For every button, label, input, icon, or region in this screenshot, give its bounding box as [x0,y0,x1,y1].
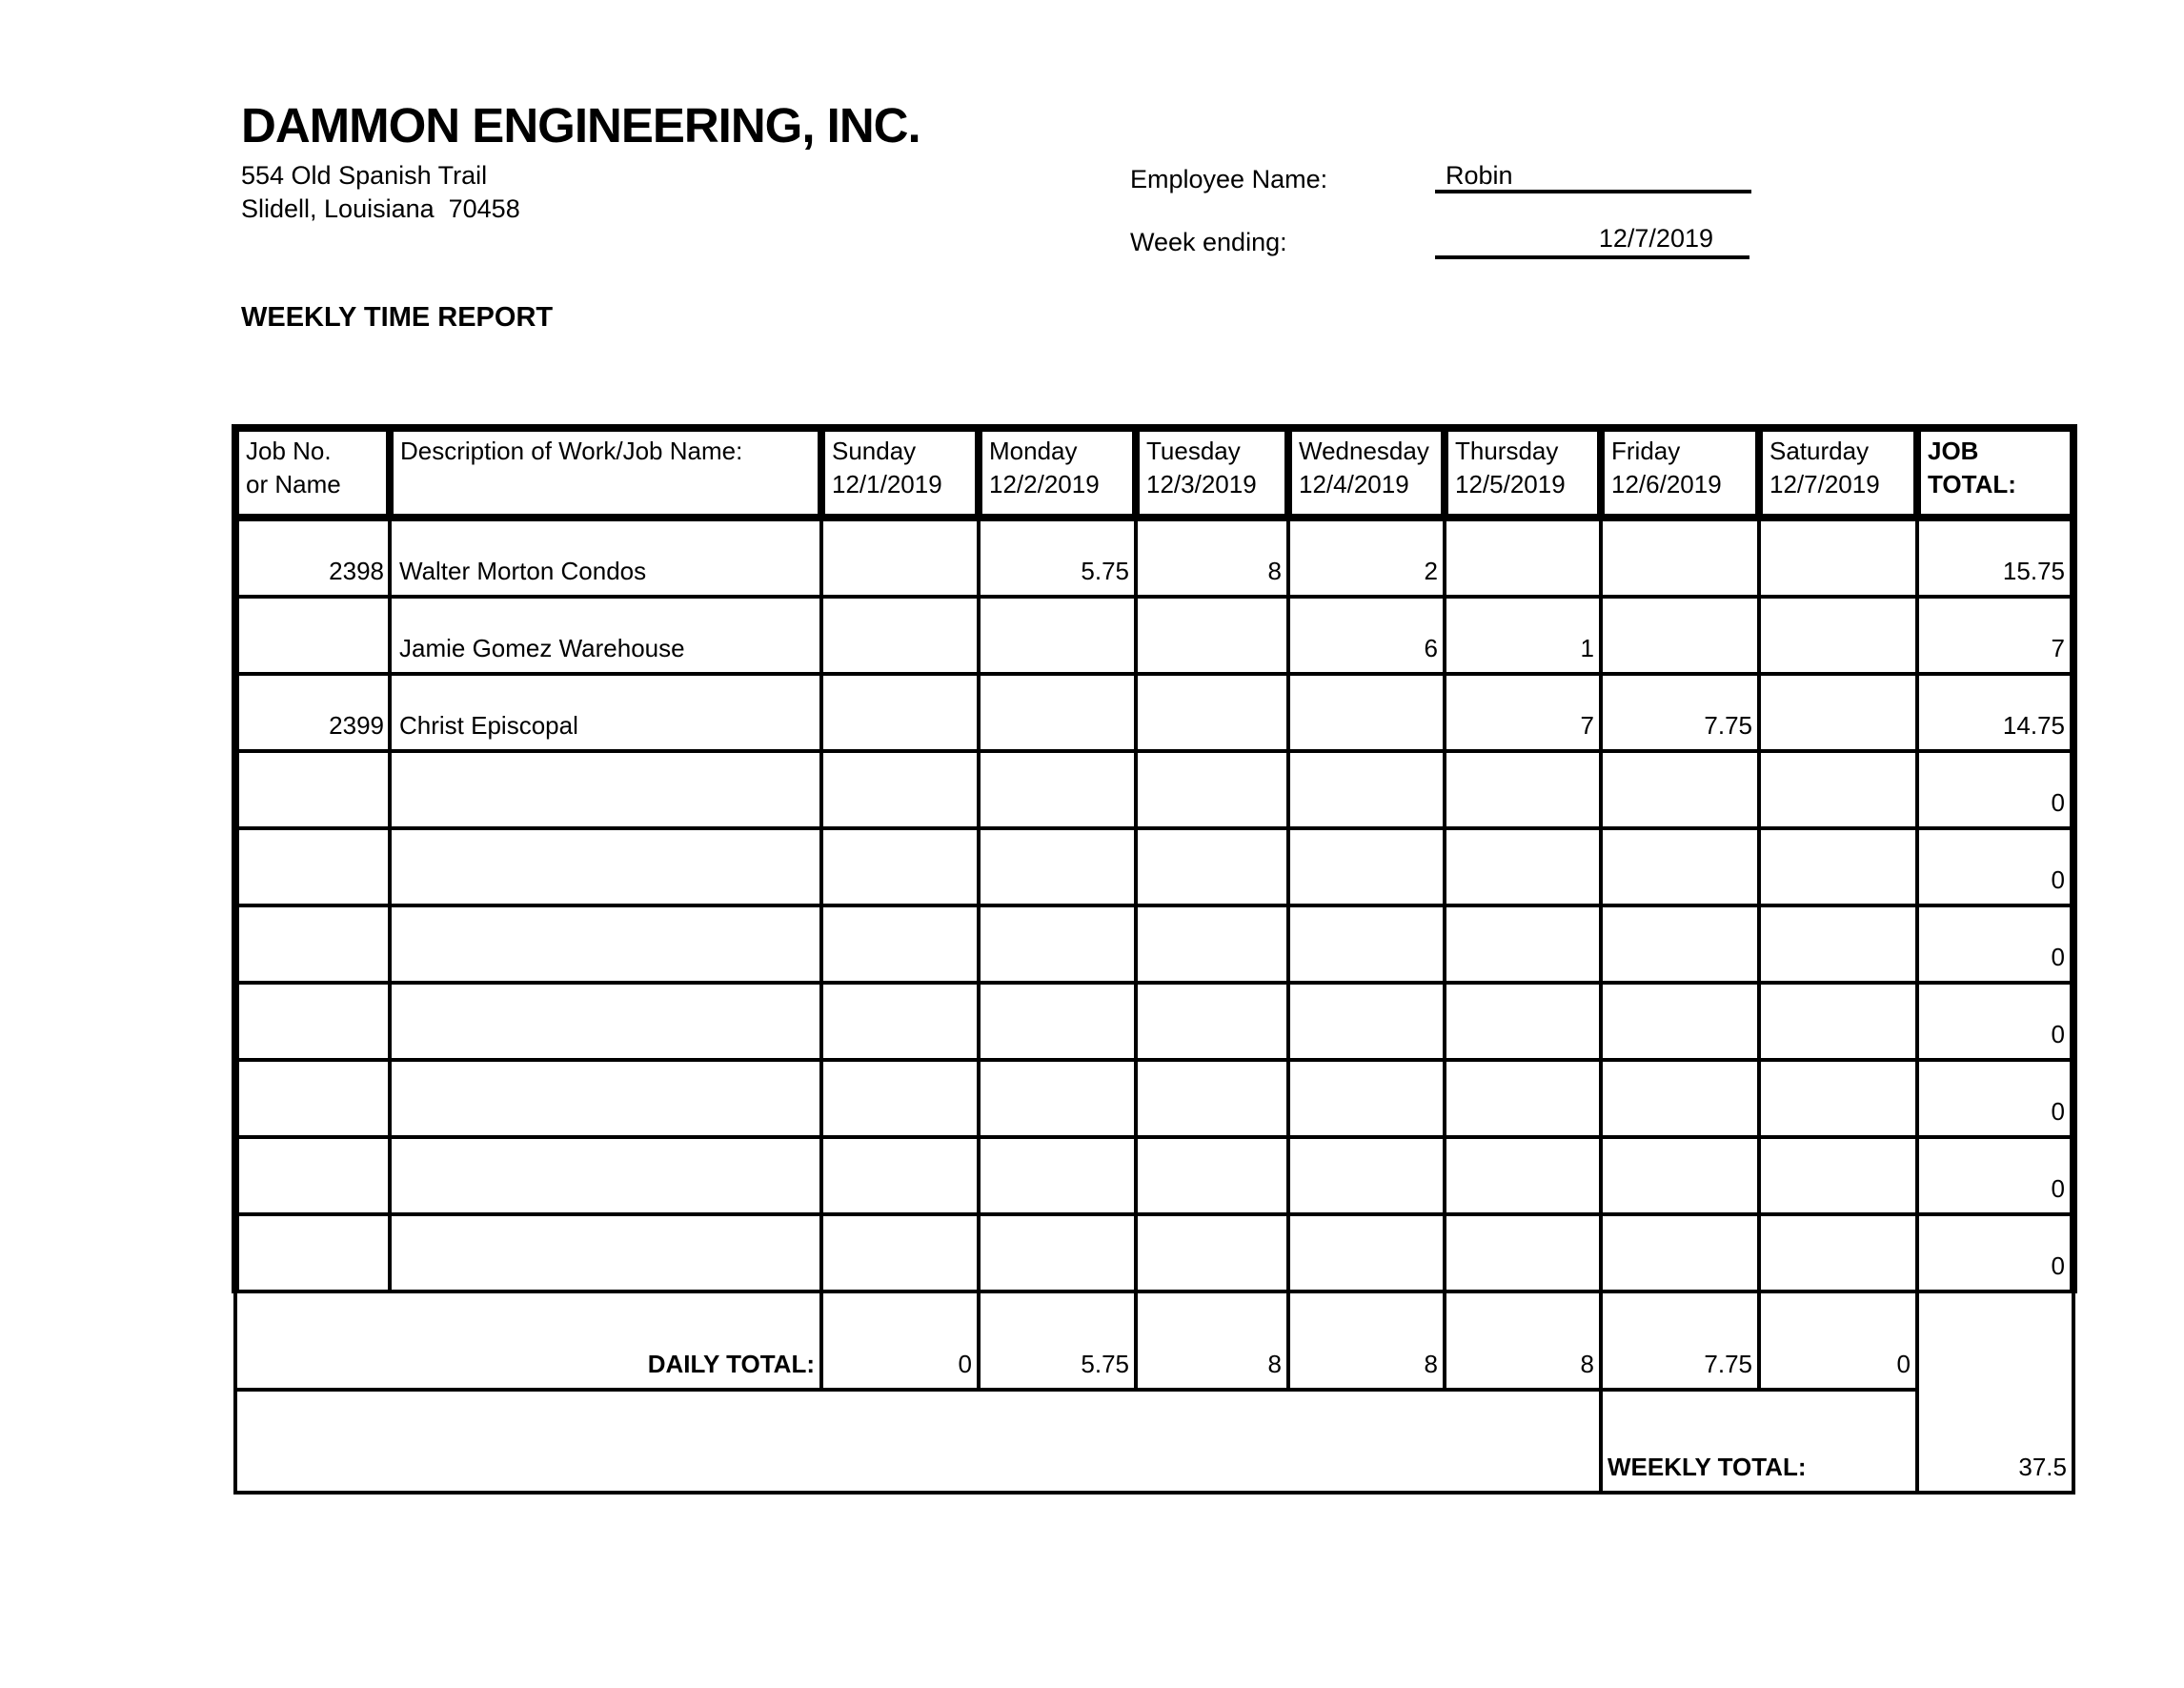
day-date: 12/2/2019 [989,470,1100,498]
day-hours-cell-1 [979,828,1136,905]
header-job-no-line2: or Name [246,470,341,498]
day-hours-cell-0 [821,828,979,905]
day-hours-cell-3: 2 [1288,518,1445,597]
company-address-line2: Slidell, Louisiana 70458 [241,194,520,223]
day-hours-cell-3 [1288,1060,1445,1137]
day-hours-cell-3 [1288,983,1445,1060]
header-day-sunday [821,428,979,518]
job-no-cell: 2399 [235,674,390,751]
employee-name-underline [1435,190,1751,193]
day-hours-cell-4: 1 [1445,597,1601,674]
job-row-10 [235,1214,2073,1291]
job-no-cell [235,983,390,1060]
day-hours-cell-6 [1759,597,1917,674]
header-day-tuesday [1136,428,1288,518]
job-row-3 [235,674,2073,751]
day-name: Sunday [832,437,917,465]
company-name: DAMMON ENGINEERING, INC. [241,98,920,153]
job-total-cell: 0 [1917,905,2073,983]
day-hours-cell-0 [821,674,979,751]
job-row-5 [235,828,2073,905]
day-hours-cell-5: 7.75 [1601,674,1759,751]
day-hours-cell-1 [979,905,1136,983]
day-hours-cell-3: 6 [1288,597,1445,674]
day-hours-cell-4 [1445,751,1601,828]
job-no-cell [235,1137,390,1214]
day-hours-cell-4 [1445,828,1601,905]
job-total-cell: 0 [1917,828,2073,905]
job-row-7 [235,983,2073,1060]
week-ending-value: 12/7/2019 [1598,224,1713,253]
day-hours-cell-5 [1601,1060,1759,1137]
day-hours-cell-5 [1601,905,1759,983]
daily-total-label: DAILY TOTAL: [235,1291,821,1390]
job-total-cell: 0 [1917,1060,2073,1137]
day-hours-cell-5 [1601,1137,1759,1214]
day-name: Friday [1611,437,1681,465]
report-title: WEEKLY TIME REPORT [241,302,554,333]
header-day-saturday [1759,428,1917,518]
day-hours-cell-4 [1445,983,1601,1060]
day-date: 12/7/2019 [1769,470,1880,498]
day-hours-cell-2 [1136,597,1288,674]
company-address-line1: 554 Old Spanish Trail [241,161,488,190]
header-job-no [235,428,390,518]
day-hours-cell-2: 8 [1136,518,1288,597]
day-hours-cell-6 [1759,751,1917,828]
job-total-cell: 7 [1917,597,2073,674]
header-description: Description of Work/Job Name: [390,428,821,518]
day-hours-cell-1: 5.75 [979,518,1136,597]
daily-total-friday: 7.75 [1601,1291,1759,1390]
job-total-cell: 0 [1917,1214,2073,1291]
day-hours-cell-2 [1136,674,1288,751]
day-hours-cell-6 [1759,674,1917,751]
day-hours-cell-4 [1445,518,1601,597]
day-hours-cell-5 [1601,751,1759,828]
daily-total-wednesday: 8 [1288,1291,1445,1390]
header-job-total-line2: TOTAL: [1928,470,2016,498]
job-total-cell: 0 [1917,751,2073,828]
day-hours-cell-5 [1601,983,1759,1060]
day-hours-cell-1 [979,983,1136,1060]
description-cell [390,828,821,905]
job-no-cell [235,1214,390,1291]
day-date: 12/6/2019 [1611,470,1722,498]
header-row [235,428,2073,518]
day-date: 12/5/2019 [1455,470,1566,498]
day-hours-cell-4: 7 [1445,674,1601,751]
day-hours-cell-1 [979,674,1136,751]
day-hours-cell-6 [1759,983,1917,1060]
day-hours-cell-0 [821,518,979,597]
day-hours-cell-0 [821,905,979,983]
day-hours-cell-0 [821,1214,979,1291]
day-hours-cell-1 [979,1214,1136,1291]
day-hours-cell-1 [979,597,1136,674]
day-hours-cell-4 [1445,905,1601,983]
day-hours-cell-6 [1759,1060,1917,1137]
day-hours-cell-4 [1445,1214,1601,1291]
day-hours-cell-2 [1136,983,1288,1060]
job-no-cell [235,597,390,674]
job-row-8 [235,1060,2073,1137]
day-hours-cell-5 [1601,597,1759,674]
day-hours-cell-0 [821,983,979,1060]
day-hours-cell-6 [1759,1137,1917,1214]
daily-total-saturday: 0 [1759,1291,1917,1390]
day-hours-cell-6 [1759,1214,1917,1291]
day-hours-cell-3 [1288,1137,1445,1214]
day-name: Thursday [1455,437,1559,465]
day-hours-cell-3 [1288,905,1445,983]
description-cell: Christ Episcopal [390,674,821,751]
timesheet-body [235,428,2073,1493]
timesheet-table [232,424,2077,1495]
job-row-1 [235,518,2073,597]
daily-total-thursday: 8 [1445,1291,1601,1390]
day-hours-cell-3 [1288,1214,1445,1291]
day-hours-cell-2 [1136,828,1288,905]
header-day-friday [1601,428,1759,518]
day-hours-cell-1 [979,1060,1136,1137]
job-no-cell [235,751,390,828]
job-row-9 [235,1137,2073,1214]
day-hours-cell-0 [821,1060,979,1137]
job-no-cell [235,1060,390,1137]
weekly-row-spacer [235,1390,1601,1493]
day-hours-cell-6 [1759,518,1917,597]
weekly-total-value: 37.5 [1917,1291,2073,1493]
day-date: 12/4/2019 [1299,470,1409,498]
day-name: Wednesday [1299,437,1429,465]
day-hours-cell-3 [1288,674,1445,751]
day-hours-cell-5 [1601,828,1759,905]
day-hours-cell-2 [1136,905,1288,983]
week-ending-underline [1435,255,1749,259]
day-hours-cell-5 [1601,1214,1759,1291]
daily-total-tuesday: 8 [1136,1291,1288,1390]
day-hours-cell-1 [979,1137,1136,1214]
day-hours-cell-0 [821,751,979,828]
header-job-total [1917,428,2073,518]
day-date: 12/3/2019 [1146,470,1257,498]
header-job-total-line1: JOB [1928,437,1979,465]
day-hours-cell-3 [1288,828,1445,905]
job-row-6 [235,905,2073,983]
week-ending-label: Week ending: [1130,228,1287,256]
job-no-cell: 2398 [235,518,390,597]
day-hours-cell-2 [1136,1214,1288,1291]
day-hours-cell-6 [1759,828,1917,905]
daily-total-monday: 5.75 [979,1291,1136,1390]
employee-name-value: Robin [1446,161,1513,190]
day-name: Monday [989,437,1078,465]
job-no-cell [235,828,390,905]
job-no-cell [235,905,390,983]
weekly-total-row [235,1390,2073,1493]
day-hours-cell-6 [1759,905,1917,983]
day-date: 12/1/2019 [832,470,942,498]
job-row-4 [235,751,2073,828]
day-hours-cell-5 [1601,518,1759,597]
day-hours-cell-3 [1288,751,1445,828]
job-row-2 [235,597,2073,674]
description-cell [390,905,821,983]
header-day-thursday [1445,428,1601,518]
description-cell: Jamie Gomez Warehouse [390,597,821,674]
day-hours-cell-0 [821,1137,979,1214]
description-cell: Walter Morton Condos [390,518,821,597]
job-total-cell: 0 [1917,1137,2073,1214]
day-name: Tuesday [1146,437,1241,465]
header-day-wednesday [1288,428,1445,518]
job-total-cell: 0 [1917,983,2073,1060]
description-cell [390,983,821,1060]
day-hours-cell-2 [1136,1060,1288,1137]
job-total-cell: 15.75 [1917,518,2073,597]
day-hours-cell-1 [979,751,1136,828]
description-cell [390,1137,821,1214]
header-day-monday [979,428,1136,518]
header-job-no-line1: Job No. [246,437,332,465]
daily-total-sunday: 0 [821,1291,979,1390]
day-hours-cell-4 [1445,1137,1601,1214]
description-cell [390,1060,821,1137]
employee-name-label: Employee Name: [1130,165,1328,193]
day-hours-cell-4 [1445,1060,1601,1137]
description-cell [390,1214,821,1291]
day-hours-cell-2 [1136,751,1288,828]
description-cell [390,751,821,828]
daily-total-row [235,1291,2073,1390]
day-name: Saturday [1769,437,1870,465]
day-hours-cell-0 [821,597,979,674]
weekly-total-label: WEEKLY TOTAL: [1601,1390,1917,1493]
job-total-cell: 14.75 [1917,674,2073,751]
day-hours-cell-2 [1136,1137,1288,1214]
